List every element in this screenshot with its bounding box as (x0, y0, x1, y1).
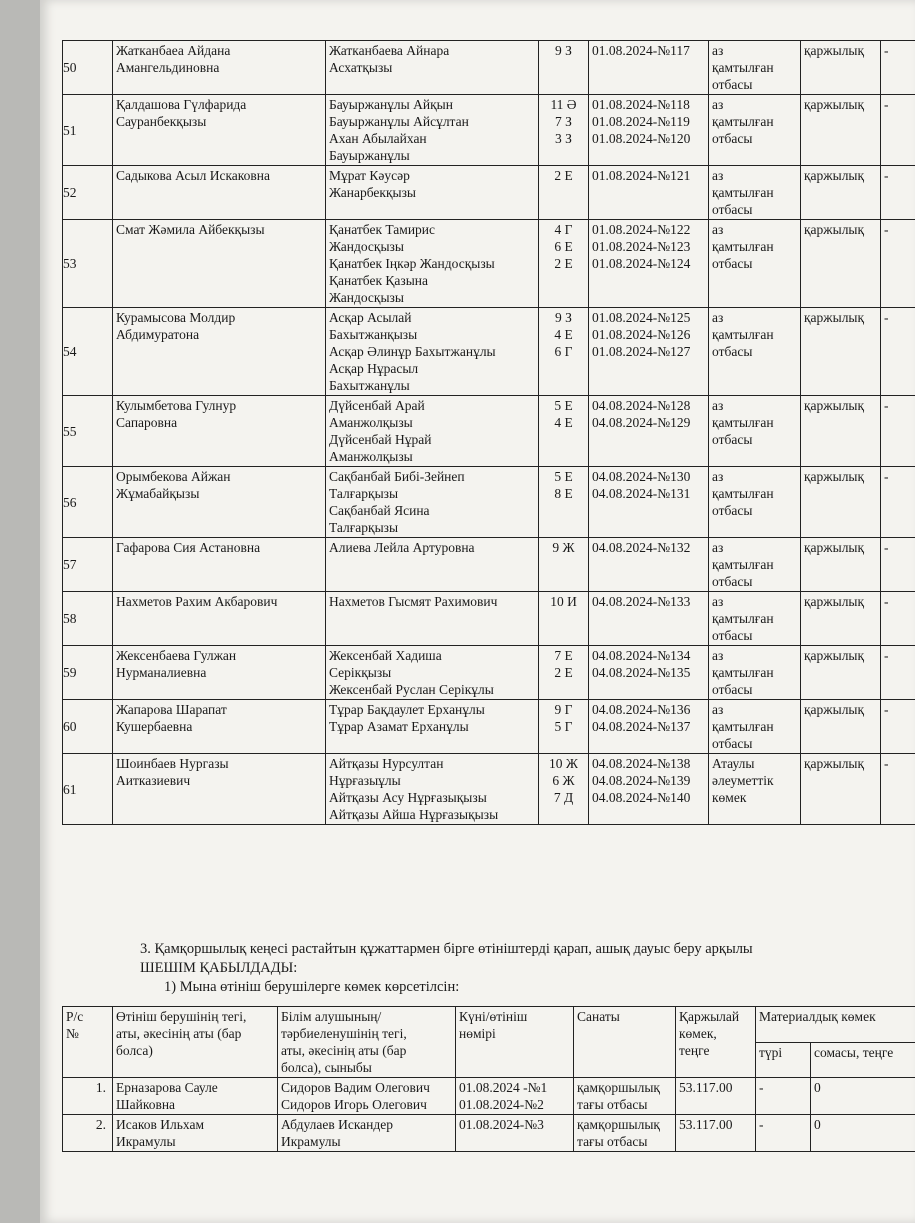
header-category: Санаты (574, 1007, 676, 1078)
aid-type: қаржылық (801, 308, 881, 396)
row-number: 57 (63, 538, 113, 592)
material-aid-amount: 0 (811, 1078, 915, 1115)
row-number: 53 (63, 220, 113, 308)
student-names: Абдулаев Искандер Икрамулы (278, 1115, 456, 1152)
aid-type: қаржылық (801, 700, 881, 754)
material-aid: - (881, 538, 915, 592)
row-number: 58 (63, 592, 113, 646)
children-names: Алиева Лейла Артуровна (326, 538, 539, 592)
family-category: қамқоршылық тағы отбасы (574, 1115, 676, 1152)
table-row (63, 1078, 915, 1115)
table-row (63, 396, 915, 467)
header-material: Материалдық көмек (756, 1007, 915, 1043)
children-names: Жексенбай Хадиша Серікқызы Жексенбай Руслан Серікұлы (326, 646, 539, 700)
class-list: 9 Ж (539, 538, 589, 592)
children-names: Асқар Асылай Бахытжанқызы Асқар Әлинұр Бахытжанұлы Асқар Нұрасыл Бахытжанұлы (326, 308, 539, 396)
application-dates: 01.08.2024-№118 01.08.2024-№119 01.08.2024-№120 (589, 95, 709, 166)
children-names: Айтқазы Нурсултан Нұрғазыұлы Айтқазы Асу Нұрғазықызы Айтқазы Айша Нұрғазықызы (326, 754, 539, 825)
decision-item-1: 1) Мына өтініш берушілерге көмек көрсетілсін: (164, 979, 460, 995)
aid-type: қаржылық (801, 592, 881, 646)
parent-name: Гафарова Сия Астановна (113, 538, 326, 592)
applicant-name: Ерназарова Сауле Шайковна (113, 1078, 278, 1115)
approved-aid-table (62, 1006, 915, 1152)
application-dates: 04.08.2024-№132 (589, 538, 709, 592)
table-row (63, 41, 915, 95)
children-names: Нахметов Гысмят Рахимович (326, 592, 539, 646)
material-aid-type: - (756, 1078, 811, 1115)
parent-name: Садыкова Асыл Искаковна (113, 166, 326, 220)
row-number: 56 (63, 467, 113, 538)
header-material-amount: сомасы, теңге (811, 1042, 915, 1078)
row-number: 51 (63, 95, 113, 166)
aid-type: қаржылық (801, 538, 881, 592)
application-dates: 01.08.2024 -№1 01.08.2024-№2 (456, 1078, 574, 1115)
class-list: 10 Ж 6 Ж 7 Д (539, 754, 589, 825)
family-category: қамқоршылық тағы отбасы (574, 1078, 676, 1115)
material-aid: - (881, 308, 915, 396)
application-dates: 04.08.2024-№134 04.08.2024-№135 (589, 646, 709, 700)
aid-type: қаржылық (801, 646, 881, 700)
student-names: Сидоров Вадим Олегович Сидоров Игорь Олегович (278, 1078, 456, 1115)
row-number: 60 (63, 700, 113, 754)
aid-type: қаржылық (801, 396, 881, 467)
family-category: аз қамтылған отбасы (709, 308, 801, 396)
application-dates: 01.08.2024-№122 01.08.2024-№123 01.08.2024-№124 (589, 220, 709, 308)
header-material-type: түрі (756, 1042, 811, 1078)
parent-name: Кулымбетова Гулнур Сапаровна (113, 396, 326, 467)
row-index: 1. (63, 1078, 113, 1115)
parent-name: Жатканбаеа Айдана Амангельдиновна (113, 41, 326, 95)
parent-name: Курамысова Молдир Абдимуратона (113, 308, 326, 396)
application-dates: 04.08.2024-№136 04.08.2024-№137 (589, 700, 709, 754)
header-date: Күні/өтініш нөмірі (456, 1007, 574, 1078)
application-dates: 04.08.2024-№128 04.08.2024-№129 (589, 396, 709, 467)
material-aid: - (881, 166, 915, 220)
application-dates: 01.08.2024-№3 (456, 1115, 574, 1152)
section-3 (140, 940, 910, 997)
material-aid: - (881, 646, 915, 700)
material-aid: - (881, 396, 915, 467)
children-names: Сақбанбай Бибі-Зейнеп Талғарқызы Сақбанбай Ясина Талғарқызы (326, 467, 539, 538)
financial-aid-amount: 53.117.00 (676, 1078, 756, 1115)
row-number: 54 (63, 308, 113, 396)
parent-name: Орымбекова Айжан Жұмабайқызы (113, 467, 326, 538)
class-list: 9 З 4 Е 6 Г (539, 308, 589, 396)
class-list: 9 З (539, 41, 589, 95)
application-dates: 01.08.2024-№121 (589, 166, 709, 220)
row-number: 50 (63, 41, 113, 95)
table-row (63, 700, 915, 754)
table-row (63, 538, 915, 592)
financial-aid-amount: 53.117.00 (676, 1115, 756, 1152)
material-aid: - (881, 700, 915, 754)
table-row (63, 166, 915, 220)
table-row (63, 467, 915, 538)
document-page (40, 0, 915, 1223)
family-category: аз қамтылған отбасы (709, 220, 801, 308)
row-number: 52 (63, 166, 113, 220)
aid-type: қаржылық (801, 220, 881, 308)
beneficiaries-table-body (63, 41, 915, 825)
parent-name: Жексенбаева Гулжан Нурманалиевна (113, 646, 326, 700)
family-category: аз қамтылған отбасы (709, 538, 801, 592)
family-category: аз қамтылған отбасы (709, 700, 801, 754)
row-index: 2. (63, 1115, 113, 1152)
table-row (63, 95, 915, 166)
section-3-intro: 3. Қамқоршылық кеңесі растайтын құжаттармен бірге өтініштерді қарап, ашық дауыс беру арқылы (140, 941, 753, 957)
aid-type: қаржылық (801, 467, 881, 538)
children-names: Дүйсенбай Арай Аманжолқызы Дүйсенбай Нұрай Аманжолқызы (326, 396, 539, 467)
decision-heading: ШЕШІМ ҚАБЫЛДАДЫ: (140, 960, 298, 976)
class-list: 9 Г 5 Г (539, 700, 589, 754)
beneficiaries-table-continued (62, 40, 915, 825)
header-rs: Р/с № (63, 1007, 113, 1078)
applicant-name: Исаков Ильхам Икрамулы (113, 1115, 278, 1152)
application-dates: 04.08.2024-№130 04.08.2024-№131 (589, 467, 709, 538)
material-aid: - (881, 467, 915, 538)
aid-type: қаржылық (801, 95, 881, 166)
approved-aid-table-body (63, 1078, 915, 1152)
family-category: Атаулы әлеуметтік көмек (709, 754, 801, 825)
class-list: 4 Г 6 Е 2 Е (539, 220, 589, 308)
header-applicant: Өтініш берушінің тегі, аты, әкесінің аты (бар болса) (113, 1007, 278, 1078)
family-category: аз қамтылған отбасы (709, 95, 801, 166)
application-dates: 01.08.2024-№117 (589, 41, 709, 95)
family-category: аз қамтылған отбасы (709, 166, 801, 220)
parent-name: Жапарова Шарапат Кушербаевна (113, 700, 326, 754)
material-aid: - (881, 754, 915, 825)
family-category: аз қамтылған отбасы (709, 396, 801, 467)
class-list: 2 Е (539, 166, 589, 220)
family-category: аз қамтылған отбасы (709, 41, 801, 95)
header-financial: Қаржылай көмек, теңге (676, 1007, 756, 1078)
parent-name: Нахметов Рахим Акбарович (113, 592, 326, 646)
table-row (63, 308, 915, 396)
children-names: Жатканбаева Айнара Асхатқызы (326, 41, 539, 95)
material-aid-amount: 0 (811, 1115, 915, 1152)
application-dates: 04.08.2024-№133 (589, 592, 709, 646)
family-category: аз қамтылған отбасы (709, 467, 801, 538)
material-aid: - (881, 220, 915, 308)
parent-name: Қалдашова Гүлфарида Сауранбекқызы (113, 95, 326, 166)
table-row (63, 646, 915, 700)
table-row (63, 592, 915, 646)
material-aid: - (881, 95, 915, 166)
application-dates: 04.08.2024-№138 04.08.2024-№139 04.08.2024-№140 (589, 754, 709, 825)
material-aid: - (881, 592, 915, 646)
family-category: аз қамтылған отбасы (709, 592, 801, 646)
aid-type: қаржылық (801, 754, 881, 825)
children-names: Тұрар Бақдаулет Ерханұлы Тұрар Азамат Ерханұлы (326, 700, 539, 754)
class-list: 5 Е 8 Е (539, 467, 589, 538)
class-list: 5 Е 4 Е (539, 396, 589, 467)
aid-type: қаржылық (801, 166, 881, 220)
row-number: 59 (63, 646, 113, 700)
header-student: Білім алушының/ тәрбиеленушінің тегі, аты, әкесінің аты (бар болса), сыныбы (278, 1007, 456, 1078)
row-number: 61 (63, 754, 113, 825)
parent-name: Шоинбаев Нургазы Аитказиевич (113, 754, 326, 825)
family-category: аз қамтылған отбасы (709, 646, 801, 700)
application-dates: 01.08.2024-№125 01.08.2024-№126 01.08.2024-№127 (589, 308, 709, 396)
class-list: 7 Е 2 Е (539, 646, 589, 700)
table-row (63, 220, 915, 308)
children-names: Мұрат Кәусәр Жанарбекқызы (326, 166, 539, 220)
children-names: Бауыржанұлы Айқын Бауыржанұлы Айсұлтан Ахан Абылайхан Бауыржанұлы (326, 95, 539, 166)
material-aid: - (881, 41, 915, 95)
table-row (63, 754, 915, 825)
row-number: 55 (63, 396, 113, 467)
material-aid-type: - (756, 1115, 811, 1152)
class-list: 10 И (539, 592, 589, 646)
approved-aid-table-header (63, 1007, 915, 1078)
class-list: 11 Ә 7 З 3 З (539, 95, 589, 166)
children-names: Қанатбек Тамирис Жандосқызы Қанатбек Іңкәр Жандосқызы Қанатбек Қазына Жандосқызы (326, 220, 539, 308)
table-row (63, 1115, 915, 1152)
parent-name: Смат Жәмила Айбекқызы (113, 220, 326, 308)
aid-type: қаржылық (801, 41, 881, 95)
